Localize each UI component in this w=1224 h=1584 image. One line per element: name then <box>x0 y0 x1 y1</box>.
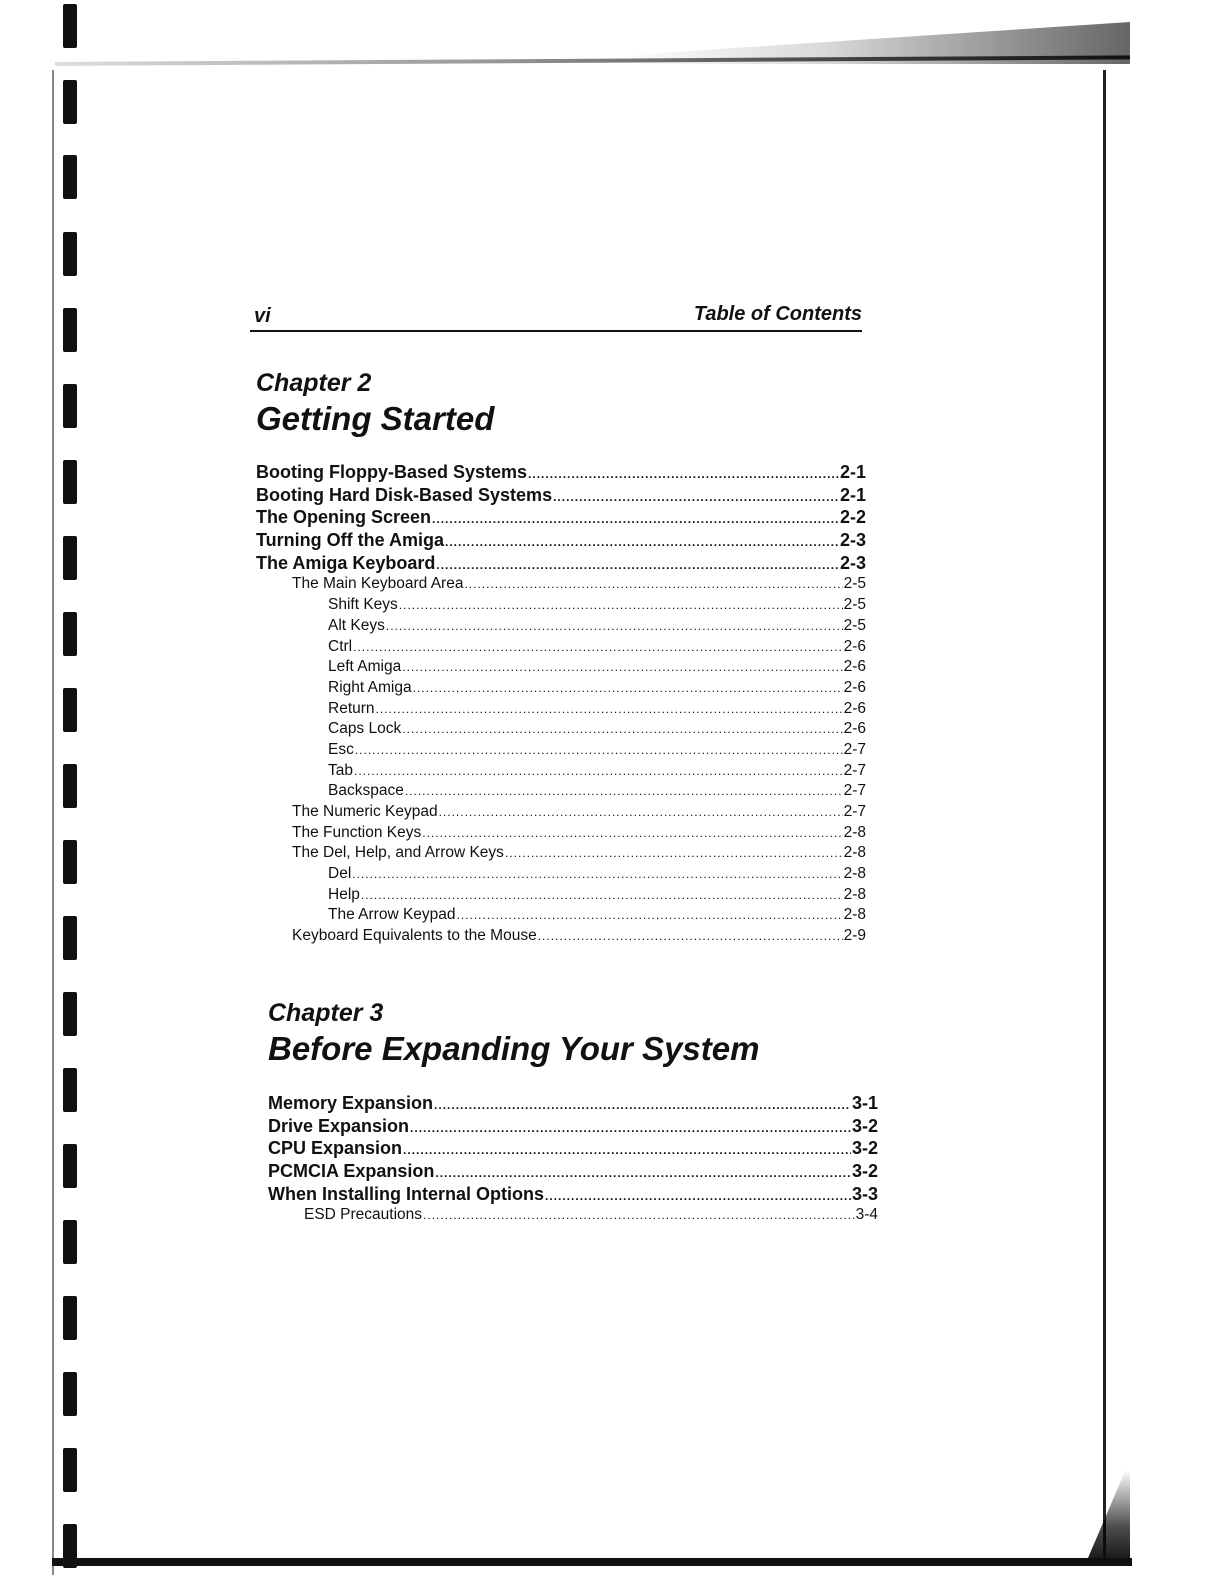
toc-entry <box>256 462 866 485</box>
toc-entry <box>256 700 866 721</box>
page-edge-bottom <box>52 1558 1132 1566</box>
toc-entry-title: Keyboard Equivalents to the Mouse <box>292 927 537 945</box>
toc-entry-page: 2-1 <box>839 462 866 482</box>
toc-entry-page: 2-3 <box>839 552 866 573</box>
toc-entry-page: 2-6 <box>843 637 866 655</box>
toc-entry-title: Shift Keys <box>328 596 398 614</box>
toc-entry-page: 2-6 <box>843 678 866 696</box>
toc-leader-dots <box>352 867 842 881</box>
toc-leader-dots <box>353 640 842 654</box>
page-number: vi <box>254 305 271 327</box>
toc-leader-dots <box>457 908 843 922</box>
toc-entry-title: The Del, Help, and Arrow Keys <box>292 844 504 862</box>
toc-entry <box>256 782 866 803</box>
toc-entry <box>268 1093 878 1116</box>
toc-entry-title: Tab <box>328 761 353 779</box>
toc-entry-title: The Arrow Keypad <box>328 906 456 924</box>
toc-entry-page: 2-8 <box>843 844 866 862</box>
page-edge-left <box>52 70 54 1575</box>
section-title: Table of Contents <box>693 303 862 325</box>
page-edge-right <box>1103 70 1106 1560</box>
chapter-2-toc <box>256 462 866 948</box>
toc-entry-title: Booting Floppy-Based Systems <box>256 462 528 482</box>
toc-leader-dots <box>464 577 842 591</box>
toc-entry-title: Alt Keys <box>328 616 385 634</box>
toc-leader-dots <box>410 1121 851 1135</box>
toc-entry <box>256 886 866 907</box>
toc-entry-page: 2-7 <box>843 782 866 800</box>
toc-leader-dots <box>553 490 839 504</box>
toc-entry-title: When Installing Internal Options <box>268 1183 545 1204</box>
toc-entry-page: 2-6 <box>843 658 866 676</box>
toc-entry-page: 2-8 <box>843 865 866 883</box>
toc-entry-page: 2-7 <box>843 761 866 779</box>
chapter-2-heading <box>256 368 494 440</box>
toc-entry-title: PCMCIA Expansion <box>268 1161 435 1182</box>
scan-shadow-bottom <box>1085 1470 1130 1565</box>
toc-leader-dots <box>403 1143 851 1157</box>
toc-leader-dots <box>528 467 839 481</box>
toc-entry <box>256 596 866 617</box>
toc-entry-title: ESD Precautions <box>304 1206 423 1224</box>
toc-leader-dots <box>423 1208 855 1222</box>
chapter-label: Chapter 3 <box>268 999 384 1027</box>
toc-leader-dots <box>435 1166 851 1180</box>
chapter-title: Getting Started <box>256 400 495 437</box>
toc-entry-page: 2-3 <box>839 530 866 551</box>
toc-entry-title: Turning Off the Amiga <box>256 530 444 551</box>
toc-entry <box>256 803 866 824</box>
toc-entry-page: 2-1 <box>839 484 866 505</box>
toc-entry <box>256 824 866 845</box>
toc-entry <box>268 1206 878 1227</box>
toc-entry-page: 2-5 <box>843 596 866 614</box>
toc-entry <box>268 1138 878 1161</box>
toc-entry <box>256 530 866 553</box>
toc-entry <box>256 575 866 596</box>
toc-leader-dots <box>386 619 843 633</box>
chapter-label: Chapter 2 <box>256 369 372 397</box>
toc-entry-page: 2-6 <box>843 720 866 738</box>
toc-leader-dots <box>405 784 843 798</box>
toc-entry-title: The Function Keys <box>292 823 422 841</box>
toc-entry <box>256 720 866 741</box>
toc-leader-dots <box>376 702 843 716</box>
toc-leader-dots <box>439 805 843 819</box>
toc-entry-page: 2-9 <box>843 927 866 945</box>
toc-entry-title: Caps Lock <box>328 720 402 738</box>
chapter-3-toc <box>268 1093 878 1227</box>
toc-leader-dots <box>422 826 842 840</box>
toc-entry-title: The Main Keyboard Area <box>292 575 464 593</box>
toc-entry-page: 2-8 <box>843 906 866 924</box>
toc-entry-title: Left Amiga <box>328 658 402 676</box>
toc-leader-dots <box>545 1189 851 1203</box>
toc-entry-page: 3-2 <box>851 1115 878 1136</box>
toc-entry-title: Backspace <box>328 782 404 800</box>
toc-entry-title: Booting Hard Disk-Based Systems <box>256 484 553 505</box>
toc-leader-dots <box>361 888 843 902</box>
toc-entry-page: 3-1 <box>851 1093 878 1113</box>
toc-leader-dots <box>413 681 843 695</box>
toc-entry-page: 3-2 <box>851 1161 878 1182</box>
chapter-3-heading <box>268 998 759 1070</box>
toc-entry-title: Del <box>328 865 352 883</box>
toc-entry <box>256 553 866 576</box>
toc-leader-dots <box>402 660 842 674</box>
toc-entry-page: 2-5 <box>843 616 866 634</box>
toc-entry <box>256 865 866 886</box>
toc-entry-title: The Amiga Keyboard <box>256 552 436 573</box>
toc-entry-page: 2-6 <box>843 699 866 717</box>
toc-entry <box>256 844 866 865</box>
toc-entry-title: The Opening Screen <box>256 507 432 528</box>
toc-leader-dots <box>434 1098 851 1112</box>
toc-entry <box>256 485 866 508</box>
toc-entry <box>256 679 866 700</box>
toc-entry-page: 2-8 <box>843 823 866 841</box>
toc-entry <box>256 927 866 948</box>
toc-entry <box>256 741 866 762</box>
toc-entry-page: 2-7 <box>843 803 866 820</box>
toc-leader-dots <box>354 764 843 778</box>
toc-entry <box>256 617 866 638</box>
toc-entry-title: Memory Expansion <box>268 1093 434 1113</box>
toc-entry <box>268 1161 878 1184</box>
toc-entry-title: The Numeric Keypad <box>292 803 438 820</box>
toc-entry-page: 2-2 <box>839 507 866 528</box>
toc-entry <box>256 507 866 530</box>
binder-holes <box>63 0 83 1584</box>
toc-entry-title: Return <box>328 699 375 717</box>
toc-leader-dots <box>505 846 843 860</box>
page-header <box>250 300 862 332</box>
toc-entry-title: Drive Expansion <box>268 1115 410 1136</box>
toc-entry <box>256 906 866 927</box>
chapter-title: Before Expanding Your System <box>268 1030 760 1067</box>
toc-leader-dots <box>538 929 843 943</box>
toc-entry-title: Help <box>328 885 360 903</box>
toc-entry-title: CPU Expansion <box>268 1138 403 1159</box>
toc-entry <box>268 1184 878 1207</box>
toc-entry <box>268 1116 878 1139</box>
toc-entry-page: 3-4 <box>855 1206 878 1224</box>
toc-entry-title: Right Amiga <box>328 678 412 696</box>
toc-entry-title: Ctrl <box>328 637 353 655</box>
toc-leader-dots <box>445 535 839 549</box>
toc-leader-dots <box>436 558 839 572</box>
toc-leader-dots <box>399 598 843 612</box>
toc-entry-page: 2-8 <box>843 885 866 903</box>
toc-leader-dots <box>402 722 842 736</box>
toc-entry-page: 3-3 <box>851 1183 878 1204</box>
toc-entry <box>256 762 866 783</box>
toc-leader-dots <box>355 743 843 757</box>
toc-entry-page: 2-7 <box>843 740 866 758</box>
toc-leader-dots <box>432 512 839 526</box>
toc-entry-title: Esc <box>328 740 354 758</box>
toc-entry-page: 2-5 <box>843 575 866 593</box>
toc-entry <box>256 638 866 659</box>
toc-entry <box>256 658 866 679</box>
toc-entry-page: 3-2 <box>851 1138 878 1159</box>
